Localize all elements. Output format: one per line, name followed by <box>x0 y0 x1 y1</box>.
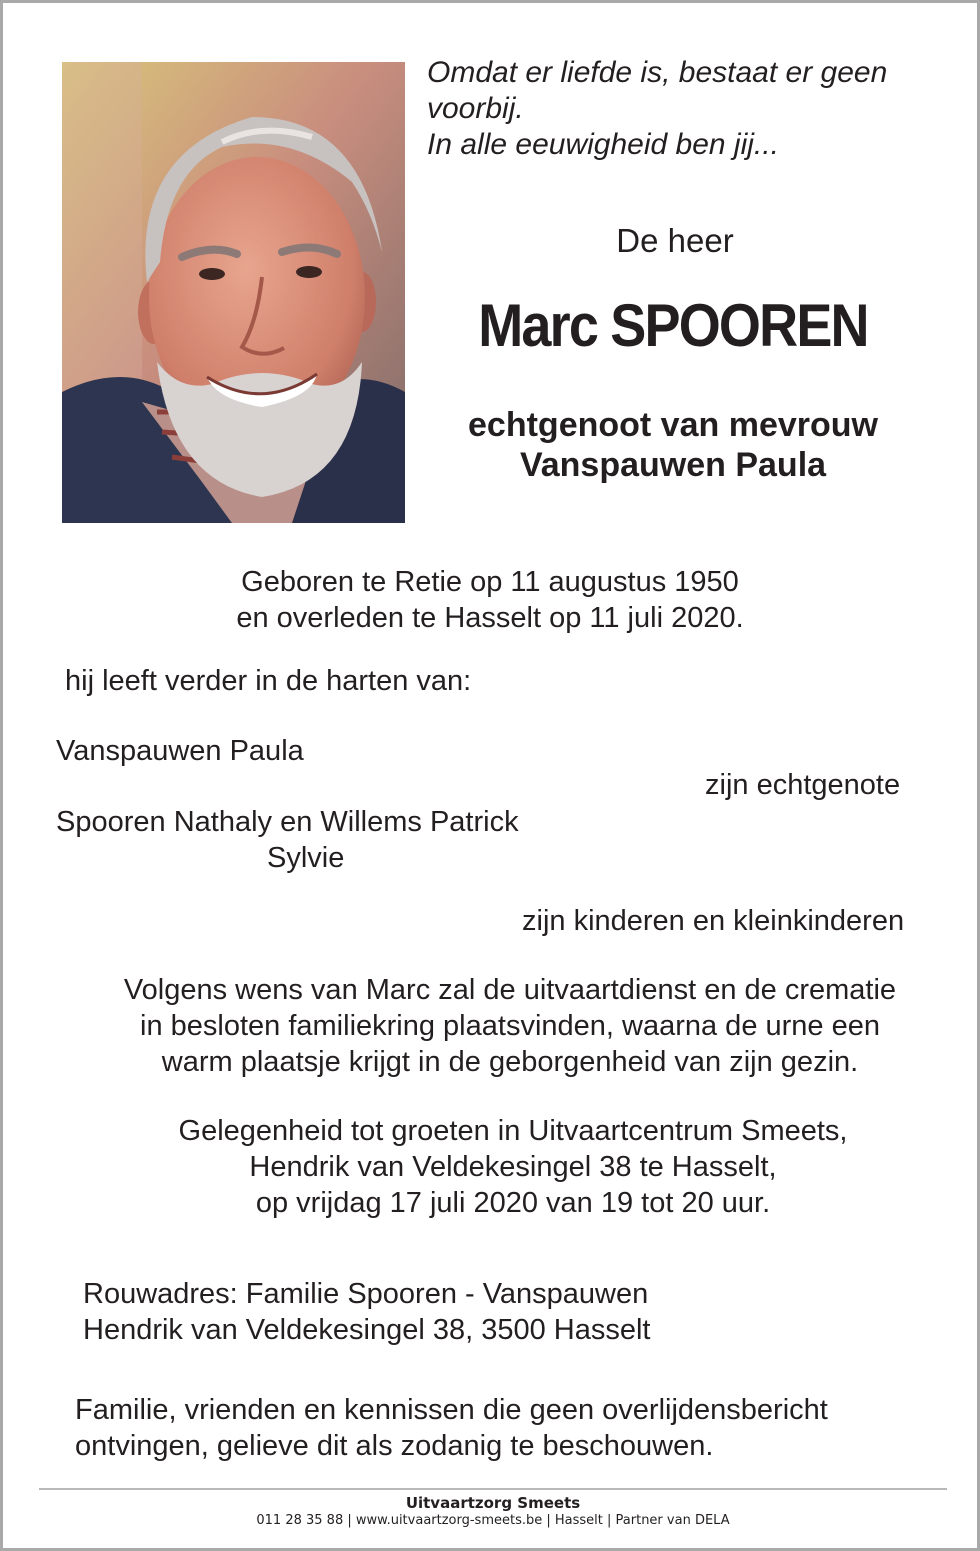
visitation-line: Hendrik van Veldekesingel 38 te Hasselt, <box>249 1151 777 1183</box>
mourning-address <box>83 1276 650 1348</box>
birth-line: Geboren te Retie op 11 augustus 1950 <box>241 566 739 598</box>
notice-line: ontvingen, gelieve dit als zodanig te beschouwen. <box>75 1430 714 1462</box>
spouse-mention <box>423 405 923 485</box>
visitation-line: op vrijdag 17 juli 2020 van 19 tot 20 uur. <box>255 1187 771 1219</box>
footer-divider <box>39 1488 947 1490</box>
survivor-children-relation: zijn kinderen en kleinkinderen <box>522 905 905 937</box>
survivors-intro: hij leeft verder in de harten van: <box>65 665 472 697</box>
ceremony-text <box>3 972 980 1080</box>
quote-line: In alle eeuwigheid ben jij... <box>427 128 779 161</box>
visitation-line: Gelegenheid tot groeten in Uitvaartcentrum Smeets, <box>178 1115 848 1147</box>
survivor-children-names: Spooren Nathaly en Willems Patrick <box>56 806 519 838</box>
ceremony-line: in besloten familiekring plaatsvinden, waarna de urne een <box>140 1010 880 1042</box>
spouse-line: echtgenoot van mevrouw <box>468 406 878 444</box>
survivor-spouse-name: Vanspauwen Paula <box>56 735 304 767</box>
quote-line: voorbij. <box>427 92 524 125</box>
portrait-illustration <box>62 62 405 523</box>
footer-company-name: Uitvaartzorg Smeets <box>405 1494 581 1512</box>
ceremony-line: warm plaatsje krijgt in de geborgenheid van zijn gezin. <box>161 1046 859 1078</box>
notice-text <box>75 1392 828 1464</box>
death-line: en overleden te Hasselt op 11 juli 2020. <box>236 602 744 634</box>
notice-line: Familie, vrienden en kennissen die geen overlijdensbericht <box>75 1394 828 1426</box>
spouse-line: Vanspauwen Paula <box>519 446 827 484</box>
address-line: Rouwadres: Familie Spooren - Vanspauwen <box>83 1278 649 1310</box>
ceremony-line: Volgens wens van Marc zal de uitvaartdienst en de crematie <box>123 974 897 1006</box>
quote-line: Omdat er liefde is, bestaat er geen <box>427 56 888 89</box>
poem-quote <box>427 55 887 163</box>
life-dates <box>3 564 977 636</box>
deceased-name: Marc SPOOREN <box>478 292 868 359</box>
visitation-text <box>3 1113 980 1221</box>
footer-contact-info: 011 28 35 88 | www.uitvaartzorg-smeets.be | Hasselt | Partner van DELA <box>256 1513 730 1528</box>
survivor-grandchild-name: Sylvie <box>267 842 345 874</box>
honorific-title: De heer <box>616 222 734 259</box>
address-line: Hendrik van Veldekesingel 38, 3500 Hasselt <box>83 1314 651 1346</box>
survivor-spouse-relation: zijn echtgenote <box>705 769 901 801</box>
portrait-photo <box>62 62 405 523</box>
